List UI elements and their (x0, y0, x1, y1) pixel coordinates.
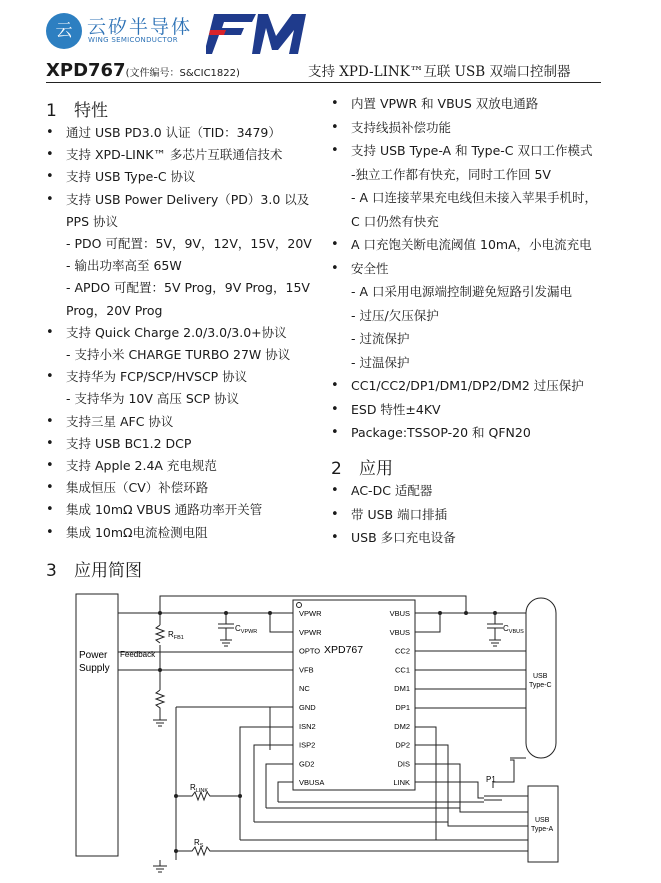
list-item: • 支持 USB BC1.2 DCP (46, 433, 316, 455)
list-item: C 口仍然有快充 (351, 213, 439, 229)
fm-brand-logo (206, 10, 310, 56)
doc-subtitle: 支持 XPD-LINK™互联 USB 双端口控制器 (308, 64, 571, 80)
section-3-heading (46, 556, 142, 581)
usb-type-a-connector (528, 786, 558, 862)
chip-pin-left: VPWR (299, 609, 322, 618)
application-item: • AC-DC 适配器 (331, 479, 606, 503)
feature-list-right (331, 92, 606, 445)
rs-label: $R_S$ (194, 838, 204, 849)
section-title: 应用简图 (74, 561, 142, 581)
chip-pin-right: CC1 (394, 665, 410, 675)
chip-pin-left: GND (299, 703, 316, 712)
list-item: - 过压/欠压保护 (351, 307, 439, 323)
list-item: PPS 协议 (66, 213, 118, 229)
list-item: - 过温保护 (351, 354, 410, 370)
application-item: • 带 USB 端口排插 (331, 503, 606, 527)
chip-pin-right: VBUS (389, 609, 410, 618)
chip-pin-right: DM2 (394, 721, 410, 731)
rlink-label: $R_{LINK}$ (190, 783, 209, 794)
chip-pin-left: VPWR (299, 627, 322, 637)
chip-pin-right: DM1 (394, 684, 410, 694)
chip-pin-right: LINK (393, 778, 410, 788)
section-number: 1 (46, 101, 57, 121)
list-item: • 支持 Apple 2.4A 充电规范 (46, 455, 316, 477)
list-item: - 支持华为 10V 高压 SCP 协议 (66, 391, 240, 407)
company-name-cn: 云矽半导体 (87, 16, 193, 38)
usb-c-label-1: USB (533, 673, 548, 680)
section-number: 3 (46, 561, 57, 581)
list-item: • 集成恒压（CV）补偿环路 (46, 477, 316, 499)
p1-label: P1 (486, 775, 496, 784)
section-title: 应用 (359, 459, 393, 479)
list-item: - APDO 可配置：5V Prog，9V Prog，15V (66, 280, 310, 296)
rfb1-label: $R_{FB1}$ (168, 630, 184, 641)
chip-pin-right: CC2 (394, 646, 410, 656)
chip-pin-right: VBUS (389, 627, 410, 637)
list-item: • A 口充饱关断电流阈值 10mA，小电流充电 (331, 233, 606, 257)
list-item: • CC1/CC2/DP1/DM1/DP2/DM2 过压保护 (331, 374, 606, 398)
feature-list-left (46, 122, 316, 544)
section-2-heading (331, 454, 393, 479)
usb-a-label-1: USB (535, 817, 550, 824)
list-item: • Package:TSSOP-20 和 QFN20 (331, 421, 606, 445)
power-supply-box (76, 594, 118, 856)
list-item: -独立工作都有快充，同时工作回 5V (351, 166, 551, 182)
list-item: • 支持 Quick Charge 2.0/3.0/3.0+协议 (46, 322, 316, 344)
chip-pin-left: VFB (299, 665, 314, 675)
power-supply-label-1: Power (79, 650, 108, 661)
company-name-en: WING SEMICONDUCTOR (88, 36, 178, 44)
list-item: • 支持线损补偿功能 (331, 116, 606, 140)
chip-pin-left: GD2 (299, 759, 315, 769)
list-item: - 过流保护 (351, 331, 410, 346)
chip-pin-left: OPTO (299, 646, 321, 656)
list-item: • 支持 USB Type-A 和 Type-C 双口工作模式 (331, 139, 606, 163)
wing-logo-icon (46, 13, 82, 49)
application-list (331, 479, 606, 550)
application-item: • USB 多口充电设备 (331, 526, 606, 550)
chip-pin-left: ISP2 (299, 740, 316, 750)
list-item: Prog，20V Prog (66, 302, 163, 318)
list-item: • 通过 USB PD3.0 认证（TID：3479） (46, 122, 316, 144)
doc-code: (文件编号：S&CIC1822) (125, 68, 240, 79)
logo-symbol: 云 (55, 21, 73, 41)
list-item: • 集成 10mΩ电流检测电阻 (46, 522, 316, 544)
list-item: - A 口连接苹果充电线但未接入苹果手机时， (351, 190, 598, 205)
part-number: XPD767(文件编号：S&CIC1822) (46, 60, 240, 81)
chip-pin-left: NC (299, 684, 310, 694)
chip-pin-right: DIS (397, 759, 410, 769)
list-item: - A 口采用电源端控制避免短路引发漏电 (351, 284, 573, 299)
list-item: - PDO 可配置：5V，9V，12V，15V，20V (66, 236, 312, 252)
chip-pin-right: DP2 (395, 740, 410, 750)
chip-pin-left: ISN2 (299, 721, 316, 731)
cvbus-label: $C_{VBUS}$ (503, 624, 524, 635)
usb-c-label-2: Type-C (529, 682, 552, 689)
list-item: - 输出功率高至 65W (66, 258, 182, 274)
list-item: • 集成 10mΩ VBUS 通路功率开关管 (46, 499, 316, 521)
section-title: 特性 (74, 101, 108, 121)
chip-pin-left: VBUSA (299, 778, 325, 788)
list-item: • 支持三星 AFC 协议 (46, 411, 316, 433)
list-item: • 支持 USB Type-C 协议 (46, 166, 316, 188)
list-item: • 内置 VPWR 和 VBUS 双放电通路 (331, 92, 606, 116)
chip-name: XPD767 (324, 644, 364, 656)
list-item: • 支持 XPD-LINK™ 多芯片互联通信技术 (46, 144, 316, 166)
list-item: • ESD 特性±4KV (331, 398, 606, 422)
header-divider (46, 82, 601, 83)
power-supply-label-2: Supply (79, 663, 110, 674)
application-circuit-diagram (0, 580, 661, 883)
list-item: • 支持 USB Power Delivery（PD）3.0 以及 (46, 189, 316, 211)
section-number: 2 (331, 459, 342, 479)
usb-a-label-2: Type-A (531, 826, 554, 833)
list-item: • 支持华为 FCP/SCP/HVSCP 协议 (46, 366, 316, 388)
list-item: • 安全性 (331, 257, 606, 281)
section-1-heading (46, 96, 108, 121)
feedback-label: Feedback (120, 650, 156, 659)
chip-pin-right: DP1 (395, 703, 410, 712)
list-item: - 支持小米 CHARGE TURBO 27W 协议 (66, 347, 291, 363)
cvpwr-label: $C_{VPWR}$ (235, 624, 258, 635)
